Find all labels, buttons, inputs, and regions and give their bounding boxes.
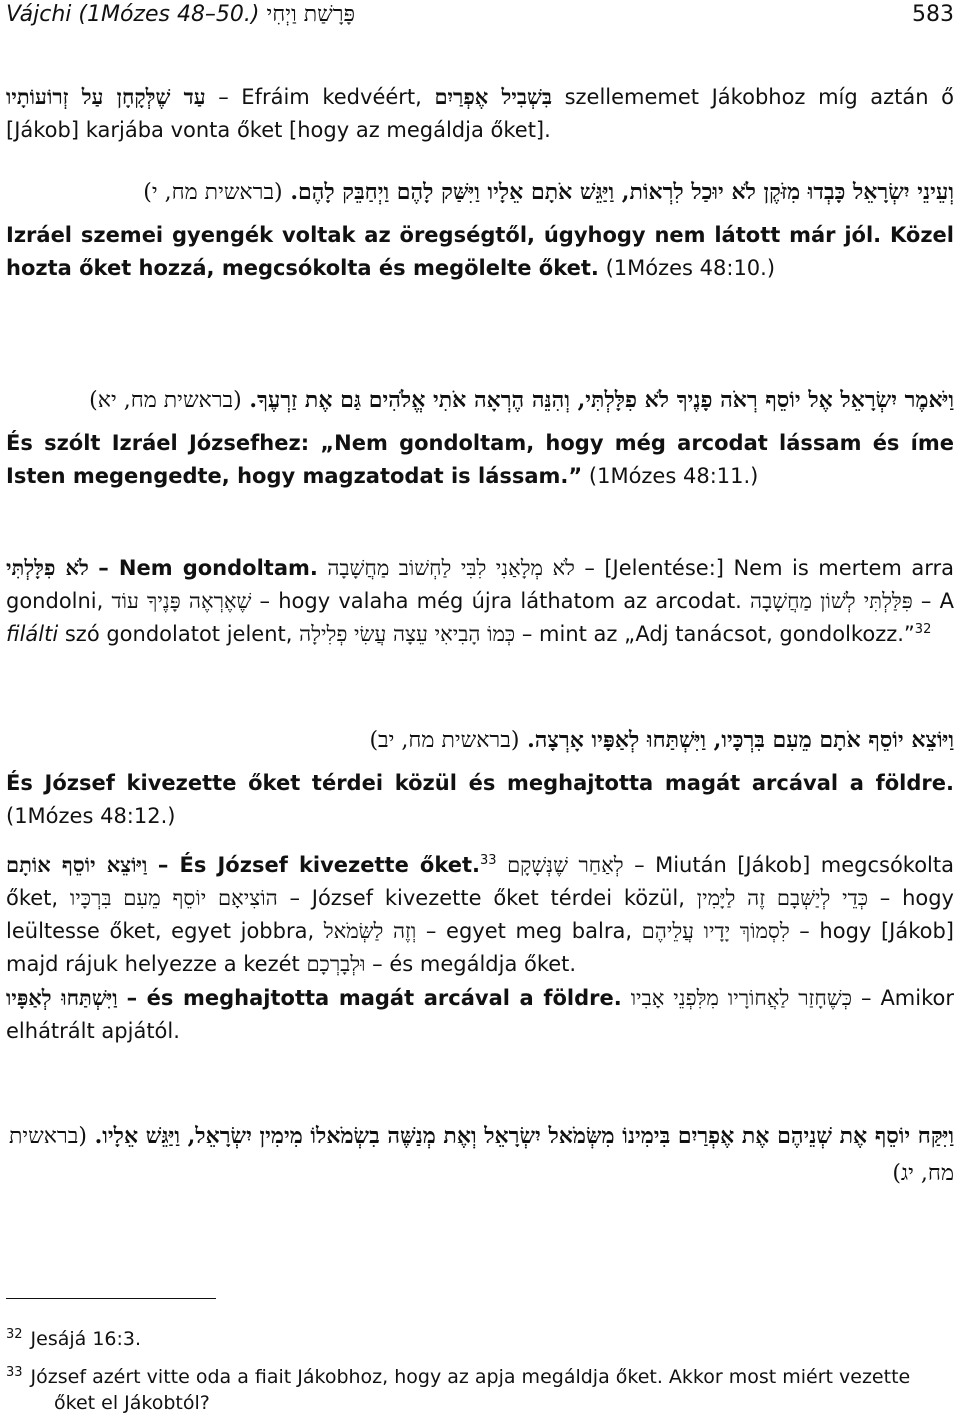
hebrew-phrase: שֶׁאֶרְאֶה פָּנֶיךָ עוֹד	[111, 589, 252, 613]
footnote-number: 32	[6, 1326, 23, 1342]
footnote-33	[6, 1364, 954, 1416]
translation-phrase: – egyet meg balra,	[425, 919, 633, 943]
translation-phrase: – és meghajtotta magát arcával a földre.	[126, 986, 622, 1010]
page-header	[6, 0, 954, 30]
verse-10	[6, 174, 954, 285]
hebrew-phrase: עַד שֶׁלְּקָחָן עַל זְרוֹעוֹתָיו	[6, 84, 206, 109]
verse-translation: És József kivezette őket térdei közül és meghajtotta magát arcával a földre.	[6, 771, 954, 795]
hebrew-phrase: וַיִּשְׁתַּחוּ לְאַפָּיו	[6, 985, 118, 1010]
verse-translation: És szólt Izráel Józsefhez: „Nem gondoltam, hogy még arcodat lássam és íme Isten megengedte, hogy magzatodat is lássam.”	[6, 431, 954, 488]
verse-reference: (בראשית מח, יג)	[8, 1124, 954, 1186]
footnote-divider	[6, 1298, 216, 1299]
verse-reference: (בראשית מח, יב)	[369, 728, 520, 753]
hebrew-phrase: בִּשְׁבִיל אֶפְרַיִם	[434, 84, 552, 109]
translation-phrase: – Amikor elhátrált apjától.	[6, 986, 954, 1043]
running-title-hu: Vájchi (1Mózes 48–50.)	[6, 2, 260, 27]
hebrew-phrase: לְאַחַר שֶׁנְּשָׁקָם	[507, 853, 624, 877]
verse-source: (1Mózes 48:10.)	[605, 256, 776, 280]
footnote-ref-32[interactable]: 32	[914, 622, 932, 637]
translation-phrase: – hogy valaha még újra láthatom az arcodat.	[259, 589, 742, 613]
page-number: 583	[912, 2, 954, 27]
translation-phrase: – mint az „Adj tanácsot, gondolkozz.”	[521, 622, 915, 646]
hebrew-phrase: לֹא פִלָּלְתִּי	[6, 555, 89, 580]
verse-13	[6, 1118, 954, 1192]
hebrew-phrase: וַיּוֹצֵא יוֹסֵף אוֹתָם	[6, 852, 148, 877]
verse-source: (1Mózes 48:12.)	[6, 804, 176, 828]
translation-phrase: filálti	[6, 622, 59, 646]
verse-translation: Izráel szemei gyengék voltak az öregségtől, úgyhogy nem látott már jól. Közel hozta őket hozzá, megcsókolta és megölelte őket.	[6, 223, 954, 280]
translation-phrase: míg aztán ő [Jákob] karjába vonta őket [hogy az megáldja őket].	[6, 85, 955, 142]
hebrew-phrase: כְּדֵי לְיַשְּׁבָם זֶה לַיָּמִין	[696, 886, 868, 910]
commentary-paragraph-1	[6, 80, 954, 147]
verse-hebrew: וְעֵינֵי יִשְׂרָאֵל כָּבְדוּ מִזֹּקֶן לֹא יוּכַל לִרְאוֹת, וַיַּגֵּשׁ אֹתָם אֵלָיו וַיִּשַּׁק לָהֶם וַיְחַבֵּק לָהֶם.	[290, 179, 954, 205]
running-title	[6, 0, 355, 30]
hebrew-phrase: הוֹצִיאָם יוֹסֵף מֵעִם בִּרְכָּיו	[69, 886, 278, 910]
running-title-he: פָּרָשַׁת וַיְחִי	[266, 2, 356, 27]
translation-phrase: szó gondolatot jelent,	[64, 622, 293, 646]
verse-reference: (בראשית מח, י)	[143, 180, 283, 205]
translation-phrase: – És József kivezette őket.	[157, 853, 481, 877]
footnote-32	[6, 1326, 954, 1352]
translation-phrase: szellememet Jákobhoz	[564, 85, 806, 109]
hebrew-phrase: וּלְבָרְכָם	[306, 952, 366, 976]
footnote-text: Jesájá 16:3.	[30, 1328, 142, 1350]
verse-12	[6, 722, 954, 833]
verse-source: (1Mózes 48:11.)	[588, 464, 759, 488]
translation-phrase: – hogy [Jákob] majd rájuk helyezze a kezét	[6, 919, 954, 976]
verse-hebrew: וַיּוֹצֵא יוֹסֵף אֹתָם מֵעִם בִּרְכָּיו, וַיִּשְׁתַּחוּ לְאַפָּיו אָרְצָה.	[527, 727, 954, 753]
translation-phrase: – hogy leültesse őket, egyet jobbra,	[6, 886, 954, 943]
hebrew-phrase: כְּמוֹ הָבִיאִי עֵצָה עֲשִׂי פְלִילָה	[299, 622, 516, 646]
translation-phrase: – József kivezette őket térdei közül,	[289, 886, 685, 910]
hebrew-phrase: פִּלַּלְתִּי לְשׁוֹן מַחֲשָׁבָה	[750, 589, 913, 613]
footnote-ref-33[interactable]: 33	[480, 853, 497, 868]
hebrew-phrase: וְזֶה לַשְּׂמֹאל	[323, 919, 417, 943]
verse-reference: (בראשית מח, יא)	[89, 388, 242, 413]
verse-hebrew: וַיִּקַּח יוֹסֵף אֶת שְׁנֵיהֶם אֶת אֶפְרַיִם בִּימִינוֹ מִשְּׂמֹאל יִשְׂרָאֵל וְאֶת מְנַשֶּׁה בִשְׂמֹאלוֹ מִימִין יִשְׂרָאֵל, וַיַּגֵּשׁ אֵלָיו.	[94, 1123, 954, 1149]
footnote-text: József azért vitte oda a fiait Jákobhoz, hogy az apja megáldja őket. Akkor most miért vezette őket el Jákobtól?	[30, 1366, 911, 1414]
hebrew-phrase: לֹא מְלָאַנִי לִבִּי לַחְשׁוֹב מַחֲשָׁבָה	[327, 556, 575, 580]
hebrew-phrase: לִסְמוֹךְ יָדָיו עֲלֵיהֶם	[641, 919, 790, 943]
translation-phrase: – Efráim kedvéért,	[218, 85, 422, 109]
translation-phrase: – és megáldja őket.	[372, 952, 577, 976]
translation-phrase: – A	[920, 589, 954, 613]
translation-phrase: – Nem gondoltam.	[98, 556, 318, 580]
footnote-number: 33	[6, 1364, 23, 1380]
translation-phrase: – Miután [Jákob] megcsókolta őket,	[6, 853, 954, 910]
hebrew-phrase: כְּשֶׁחָזַר לַאֲחוֹרָיו מִלִּפְנֵי אָבִיו	[630, 986, 852, 1010]
verse-11	[6, 382, 954, 493]
commentary-verse-12	[6, 848, 954, 1048]
translation-phrase: – [Jelentése:] Nem is mertem arra gondolni,	[6, 556, 954, 613]
commentary-verse-11	[6, 551, 954, 651]
verse-hebrew: וַיֹּאמֶר יִשְׂרָאֵל אֶל יוֹסֵף רְאֹה פָנֶיךָ לֹא פִלָּלְתִּי, וְהִנֵּה הֶרְאָה אֹתִי אֱלֹהִים גַּם אֶת זַרְעֶךָ.	[249, 387, 954, 413]
